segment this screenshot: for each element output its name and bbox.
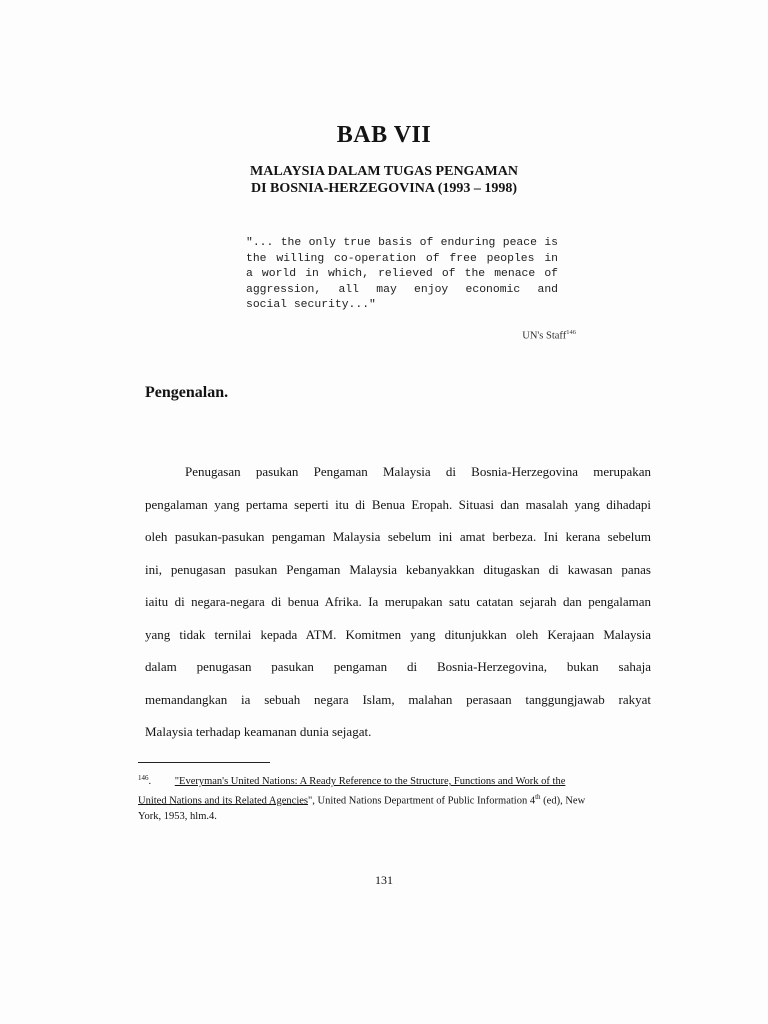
epigraph-line: the willing co-operation of free peoples in xyxy=(246,252,558,265)
epigraph-line: "... the only true basis of enduring peace is xyxy=(246,237,558,249)
attribution-footnote-ref[interactable]: 146 xyxy=(566,329,576,336)
epigraph-line: a world in which, relieved of the menace of xyxy=(246,268,558,280)
footnote-divider xyxy=(138,762,270,763)
body-paragraph xyxy=(145,456,651,749)
body-line: dalam penugasan pasukan pengaman di Bosnia-Herzegovina, bukan sahaja xyxy=(145,659,651,674)
epigraph-line: aggression, all may enjoy economic and xyxy=(246,283,558,296)
body-line: Malaysia terhadap keamanan dunia sejagat. xyxy=(145,724,372,739)
chapter-subtitle-line-1: MALAYSIA DALAM TUGAS PENGAMAN xyxy=(250,164,518,179)
body-line: Penugasan pasukan Pengaman Malaysia di Bosnia-Herzegovina merupakan xyxy=(185,464,651,479)
epigraph-attribution xyxy=(470,329,576,342)
section-heading: Pengenalan. xyxy=(145,384,229,401)
footnote-number: 146 xyxy=(138,774,149,782)
footnote xyxy=(138,771,638,824)
body-line: yang tidak ternilai kepada ATM. Komitmen yang ditunjukkan oleh Kerajaan Malaysia xyxy=(145,626,651,642)
body-line: ini, penugasan pasukan Pengaman Malaysia kebanyakkan ditugaskan di kawasan panas xyxy=(145,561,651,577)
footnote-separator: . xyxy=(148,776,152,787)
footnote-title-part-2: United Nations and its Related Agencies xyxy=(138,795,309,806)
body-line: oleh pasukan-pasukan pengaman Malaysia sebelum ini amat berbeza. Ini kerana sebelum xyxy=(145,529,651,544)
footnote-place-date: York, 1953, hlm.4. xyxy=(138,810,217,822)
attribution-text: UN's Staff xyxy=(522,330,567,342)
body-line: iaitu di negara-negara di benua Afrika. Ia merupakan satu catatan sejarah dan pengalaman xyxy=(145,594,651,609)
chapter-subtitle xyxy=(0,163,768,197)
footnote-edition: (ed), New xyxy=(540,795,586,806)
footnote-publisher: ", United Nations Department of Public Information 4 xyxy=(308,795,536,806)
footnote-title-part-1: "Everyman's United Nations: A Ready Reference to the Structure, Functions and Work of the xyxy=(174,776,566,787)
body-line: pengalaman yang pertama seperti itu di Benua Eropah. Situasi dan masalah yang dihadapi xyxy=(145,496,651,512)
page-number: 131 xyxy=(375,873,393,887)
epigraph-line: social security..." xyxy=(246,299,376,311)
epigraph-quote xyxy=(246,236,558,314)
chapter-title: BAB VII xyxy=(336,122,432,148)
footnote-edition-sup: th xyxy=(535,792,541,801)
body-line: memandangkan ia sebuah negara Islam, malahan perasaan tanggungjawab rakyat xyxy=(145,691,651,707)
chapter-subtitle-line-2: DI BOSNIA-HERZEGOVINA (1993 – 1998) xyxy=(250,181,518,196)
